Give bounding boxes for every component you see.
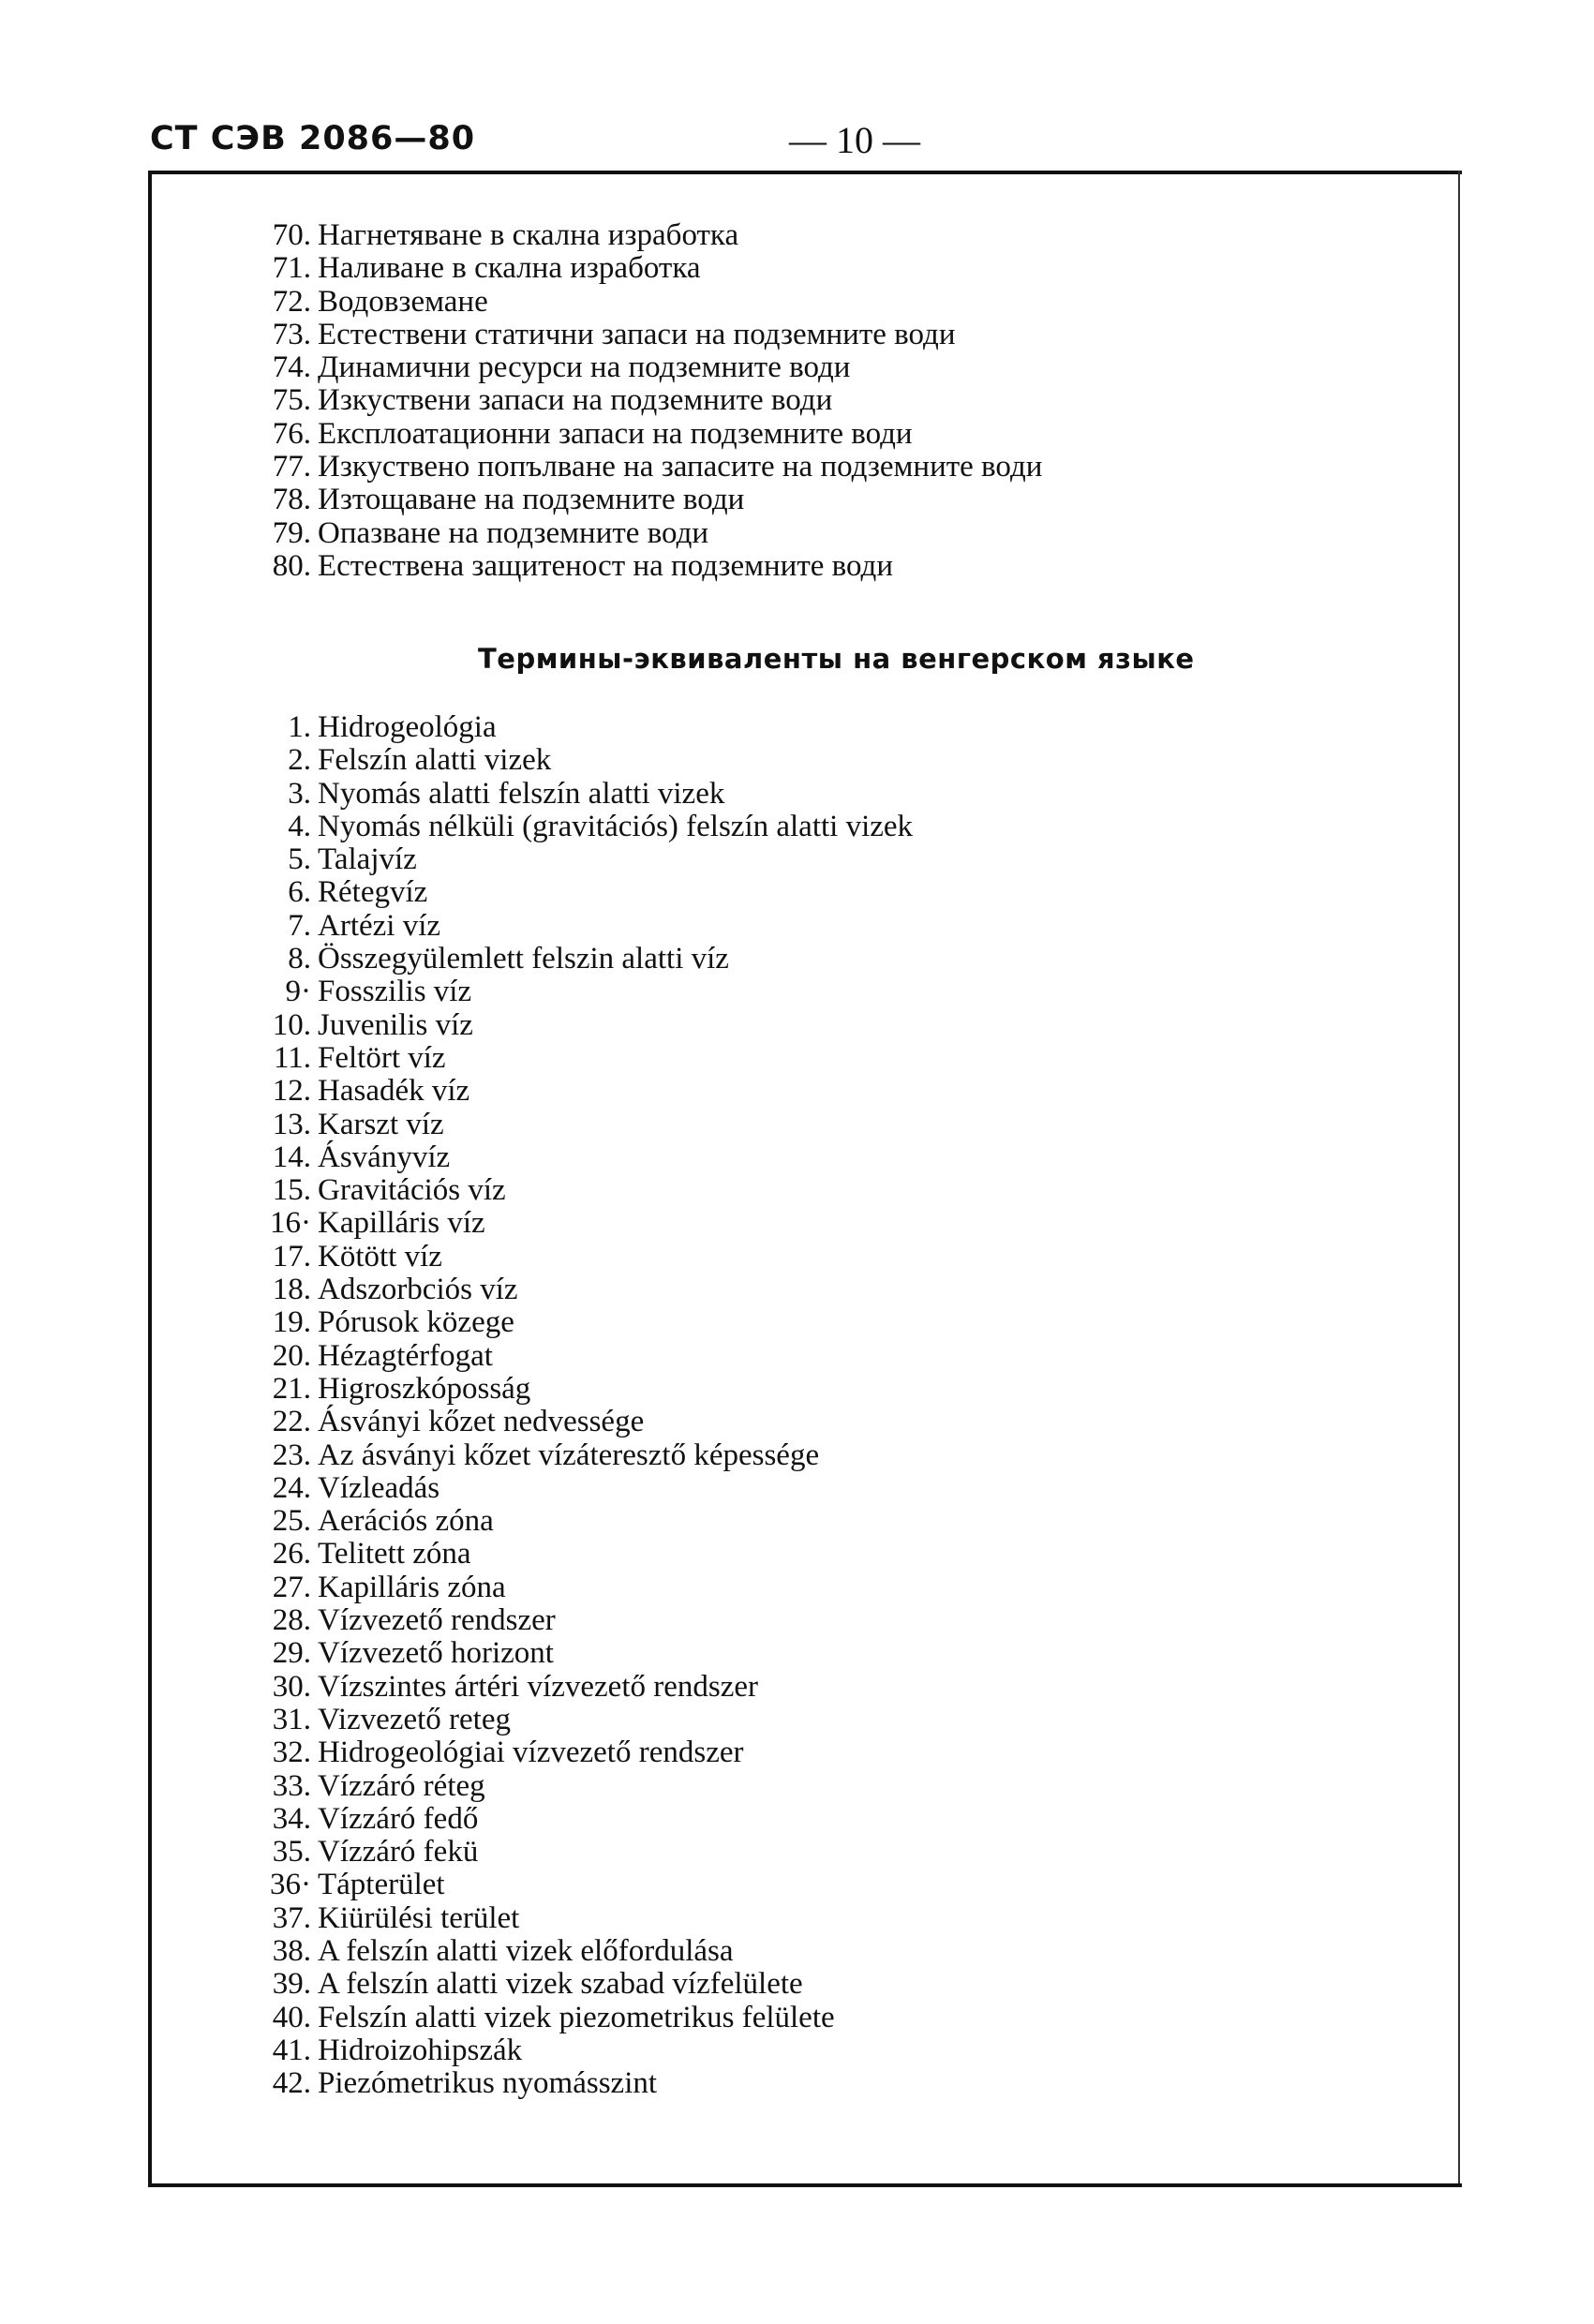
term-entry — [246, 843, 913, 876]
term-text: Nyomás nélküli (gravitációs) felszín alatti vizek — [318, 809, 914, 843]
term-entry — [246, 451, 1042, 484]
term-number: 29. — [272, 1636, 311, 1671]
term-number: 1. — [288, 710, 311, 744]
term-text: Vízzáró réteg — [318, 1768, 485, 1803]
term-text: Felszín alatti vizek — [318, 743, 552, 778]
term-text: Piezómetrikus nyomásszint — [318, 2066, 658, 2101]
term-text: Vízleadás — [318, 1470, 440, 1505]
term-text: Feltört víz — [318, 1040, 446, 1075]
term-number: 12. — [272, 1074, 311, 1109]
term-number: 41. — [272, 2033, 311, 2067]
term-text: Hidrogeológiai vízvezető rendszer — [318, 1736, 744, 1770]
term-text: Естествена защитеност на подземните води — [318, 548, 893, 583]
term-text: Kapilláris víz — [318, 1206, 485, 1241]
term-text: Експлоатационни запаси на подземните води — [318, 416, 913, 451]
term-text: Fosszilis víz — [318, 975, 472, 1009]
term-entry — [246, 1075, 913, 1108]
term-text: Karszt víz — [318, 1107, 444, 1141]
term-entry — [246, 1935, 913, 1968]
term-text: Vizvezető reteg — [318, 1702, 511, 1736]
term-entry — [246, 1439, 913, 1472]
term-number: 20. — [272, 1338, 311, 1373]
term-text: A felszín alatti vizek előfordulása — [318, 1933, 734, 1968]
term-text: Hasadék víz — [318, 1074, 470, 1109]
term-number: 23. — [272, 1438, 311, 1472]
term-number: 3. — [288, 776, 311, 811]
term-text: Vízvezető rendszer — [318, 1603, 556, 1638]
term-entry — [246, 1472, 913, 1505]
term-text: Nyomás alatti felszín alatti vizek — [318, 776, 725, 811]
term-number: 42. — [272, 2066, 311, 2101]
frame-bottom-rule — [148, 2183, 1462, 2187]
term-number: 17. — [272, 1239, 311, 1274]
term-entry — [246, 2002, 913, 2034]
term-number: 10. — [272, 1007, 311, 1042]
term-entry — [246, 418, 1042, 451]
term-text: Изкуствено попълване на запасите на подземните води — [318, 450, 1043, 484]
term-entry — [246, 1803, 913, 1836]
term-number: 2. — [288, 743, 311, 778]
term-text: Hidrogeológia — [318, 710, 497, 744]
term-entry — [246, 1572, 913, 1604]
term-number: 37. — [272, 1900, 311, 1935]
term-number: 28. — [272, 1603, 311, 1638]
term-entry — [246, 1373, 913, 1406]
term-entry — [246, 2067, 913, 2100]
term-entry — [246, 319, 1042, 351]
term-number: 14. — [272, 1140, 311, 1174]
term-number: 70. — [272, 218, 311, 252]
term-text: Rétegvíz — [318, 875, 428, 910]
section-heading: Термины-эквиваленты на венгерском языке — [478, 643, 1195, 675]
term-entry — [246, 910, 913, 943]
term-number: 72. — [272, 284, 311, 319]
term-entry — [246, 1902, 913, 1935]
term-entry — [246, 1207, 913, 1240]
term-text: Összegyülemlett felszin alatti víz — [318, 942, 729, 976]
term-entry — [246, 1836, 913, 1869]
term-entry — [246, 1704, 913, 1736]
term-text: Hézagtérfogat — [318, 1338, 493, 1373]
term-number: 75. — [272, 383, 311, 418]
term-entry — [246, 876, 913, 909]
term-entry — [246, 286, 1042, 319]
term-number: 30. — [272, 1669, 311, 1704]
term-number: 27. — [272, 1570, 311, 1604]
term-text: Ásványi kőzet nedvessége — [318, 1405, 645, 1439]
term-number: 40. — [272, 2000, 311, 2034]
term-entry — [246, 484, 1042, 516]
term-entry — [246, 1141, 913, 1174]
term-entry — [246, 1736, 913, 1769]
term-text: Изкуствени запаси на подземните води — [318, 383, 833, 418]
frame-top-rule — [148, 171, 1462, 174]
term-number: 6. — [288, 875, 311, 910]
term-entry — [246, 2034, 913, 2067]
term-text: Artézi víz — [318, 908, 441, 943]
term-entry — [246, 1042, 913, 1075]
term-text: Vízvezető horizont — [318, 1636, 554, 1671]
term-number: 33. — [272, 1768, 311, 1803]
term-entry — [246, 1637, 913, 1670]
term-number: 79. — [272, 515, 311, 550]
term-number: 78. — [272, 483, 311, 517]
term-text: Gravitációs víz — [318, 1173, 506, 1208]
hungarian-terms-list — [246, 711, 913, 2100]
term-entry — [246, 517, 1042, 550]
term-text: Опазване на подземните води — [318, 515, 709, 550]
term-entry — [246, 811, 913, 843]
term-entry — [246, 1109, 913, 1141]
term-text: Kötött víz — [318, 1239, 442, 1274]
term-number: 39. — [272, 1967, 311, 2002]
term-entry — [246, 1274, 913, 1306]
term-entry — [246, 744, 913, 777]
term-entry — [246, 1406, 913, 1438]
term-number: 24. — [272, 1470, 311, 1505]
term-text: Telitett zóna — [318, 1537, 471, 1572]
term-text: Az ásványi kőzet vízáteresztő képessége — [318, 1438, 820, 1472]
term-entry — [246, 943, 913, 976]
term-number: 71. — [272, 251, 311, 286]
term-text: Водовземане — [318, 284, 488, 319]
term-entry — [246, 550, 1042, 583]
term-text: Vízzáró fedő — [318, 1801, 479, 1836]
term-text: Hidroizohipszák — [318, 2033, 523, 2067]
term-entry — [246, 1671, 913, 1704]
term-text: Vízzáró fekü — [318, 1835, 479, 1870]
term-entry — [246, 219, 1042, 252]
term-text: Talajvíz — [318, 842, 417, 877]
term-entry — [246, 1968, 913, 2001]
term-entry — [246, 384, 1042, 417]
term-number: 21. — [272, 1371, 311, 1406]
term-number: 38. — [272, 1933, 311, 1968]
term-number: 13. — [272, 1107, 311, 1141]
term-entry — [246, 711, 913, 744]
term-entry — [246, 1174, 913, 1207]
term-text: Kapilláris zóna — [318, 1570, 506, 1604]
term-number: 15. — [272, 1173, 311, 1208]
term-number: 77. — [272, 450, 311, 484]
term-entry — [246, 1009, 913, 1042]
term-number: 11. — [273, 1040, 311, 1075]
term-number: 35. — [272, 1835, 311, 1870]
term-text: Pórusok közege — [318, 1305, 514, 1340]
term-entry — [246, 1340, 913, 1373]
term-number: 34. — [272, 1801, 311, 1836]
term-number: 80. — [272, 548, 311, 583]
term-number: 9· — [285, 975, 311, 1009]
term-text: Aerációs zóna — [318, 1504, 494, 1539]
term-text: Adszorbciós víz — [318, 1273, 518, 1307]
term-text: Higroszkóposság — [318, 1371, 531, 1406]
term-entry — [246, 351, 1042, 384]
term-number: 8. — [288, 942, 311, 976]
term-entry — [246, 252, 1042, 285]
term-number: 31. — [272, 1702, 311, 1736]
term-text: Juvenilis víz — [318, 1007, 473, 1042]
term-entry — [246, 1604, 913, 1637]
term-number: 19. — [272, 1305, 311, 1340]
frame-left-rule — [148, 171, 152, 2187]
bulgarian-terms-list — [246, 219, 1042, 583]
term-text: Естествени статични запаси на подземните води — [318, 317, 956, 351]
term-text: A felszín alatti vizek szabad vízfelülete — [318, 1967, 803, 2002]
term-text: Vízszintes ártéri vízvezető rendszer — [318, 1669, 759, 1704]
term-number: 26. — [272, 1537, 311, 1572]
term-entry — [246, 1241, 913, 1274]
term-entry — [246, 778, 913, 811]
term-number: 25. — [272, 1504, 311, 1539]
term-text: Наливане в скална изработка — [318, 251, 701, 286]
term-text: Kiürülési terület — [318, 1900, 520, 1935]
document-code: СТ СЭВ 2086—80 — [150, 120, 476, 157]
term-entry — [246, 1306, 913, 1339]
term-number: 18. — [272, 1273, 311, 1307]
term-text: Felszín alatti vizek piezometrikus felülete — [318, 2000, 835, 2034]
term-number: 4. — [288, 809, 311, 843]
term-number: 74. — [272, 350, 311, 385]
term-entry — [246, 976, 913, 1008]
page-number: — 10 — — [789, 119, 920, 161]
term-text: Динамични ресурси на подземните води — [318, 350, 851, 385]
term-text: Ásványvíz — [318, 1140, 451, 1174]
term-text: Tápterület — [318, 1868, 445, 1902]
term-number: 76. — [272, 416, 311, 451]
term-entry — [246, 1538, 913, 1571]
term-number: 5. — [288, 842, 311, 877]
frame-right-rule — [1458, 171, 1460, 2185]
term-number: 73. — [272, 317, 311, 351]
term-entry — [246, 1770, 913, 1803]
term-number: 16· — [270, 1206, 311, 1241]
term-number: 36· — [270, 1868, 311, 1902]
term-text: Изтощаване на подземните води — [318, 483, 745, 517]
term-number: 22. — [272, 1405, 311, 1439]
term-entry — [246, 1869, 913, 1901]
term-number: 32. — [272, 1736, 311, 1770]
term-text: Нагнетяване в скална изработка — [318, 218, 739, 252]
term-entry — [246, 1505, 913, 1538]
term-number: 7. — [288, 908, 311, 943]
